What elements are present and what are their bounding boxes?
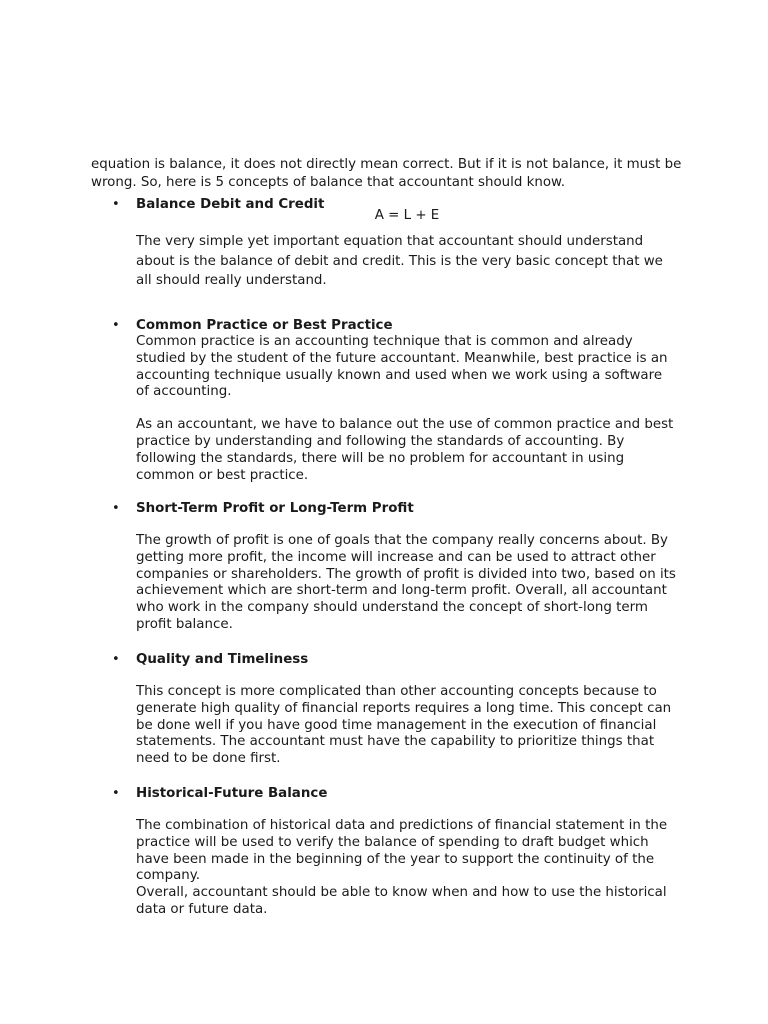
list-item-historical-future-balance (112, 784, 676, 919)
list-item-common-best-practice (112, 316, 676, 484)
section-paragraph: The growth of profit is one of goals that the company really concerns about. By getting more profit, the income will increase and can be used to attract other companies or shareholders. The growth of profit is divided into two, based on its achievement which are short-term and long-term profit. Overall, all accountant who work in the company should understand the concept of short-long term profit balance. (136, 533, 676, 632)
section-paragraph: As an accountant, we have to balance out the use of common practice and best practice by understanding and following the standards of accounting. By following the standards, there will be no problem for accountant in using common or best practice. (136, 417, 674, 483)
intro-paragraph: equation is balance, it does not directly mean correct. But if it is not balance, it must be wrong. So, here is 5 concepts of balance that accountant should know. (91, 157, 682, 191)
section-paragraph: Common practice is an accounting technique that is common and already studied by the student of the future accountant. Meanwhile, best practice is an accounting technique usually known and used when we work using a software of accounting. (136, 334, 668, 400)
bullet-point: • (112, 786, 120, 801)
section-heading: Short-Term Profit or Long-Term Profit (136, 501, 414, 516)
section-heading: Common Practice or Best Practice (136, 318, 393, 333)
list-item-quality-timeliness (112, 650, 676, 768)
section-paragraph: The very simple yet important equation that accountant should understand about is the balance of debit and credit. This is the very basic concept that we all should really understand. (136, 234, 663, 288)
section-heading: Quality and Timeliness (136, 652, 309, 667)
section-heading: Balance Debit and Credit (136, 197, 325, 212)
section-paragraph: The combination of historical data and predictions of financial statement in the practice will be used to verify the balance of spending to draft budget which have been made in the beginning of the year to support the continuity of the company. (136, 818, 668, 884)
section-heading: Historical-Future Balance (136, 786, 328, 801)
section-paragraph: Overall, accountant should be able to know when and how to use the historical data or future data. (136, 885, 667, 917)
bullet-point: • (112, 652, 120, 667)
bullet-point: • (112, 501, 120, 516)
list-item-short-long-term-profit (112, 499, 676, 634)
bullet-point: • (112, 197, 120, 212)
bullet-point: • (112, 318, 120, 333)
equation: A = L + E (374, 208, 440, 223)
list-item-balance-debit-credit (112, 195, 676, 291)
section-paragraph: This concept is more complicated than other accounting concepts because to generate high quality of financial reports requires a long time. This concept can be done well if you have good time management in the execution of financial statements. The accountant must have the capability to prioritize things that need to be done first. (136, 684, 672, 767)
